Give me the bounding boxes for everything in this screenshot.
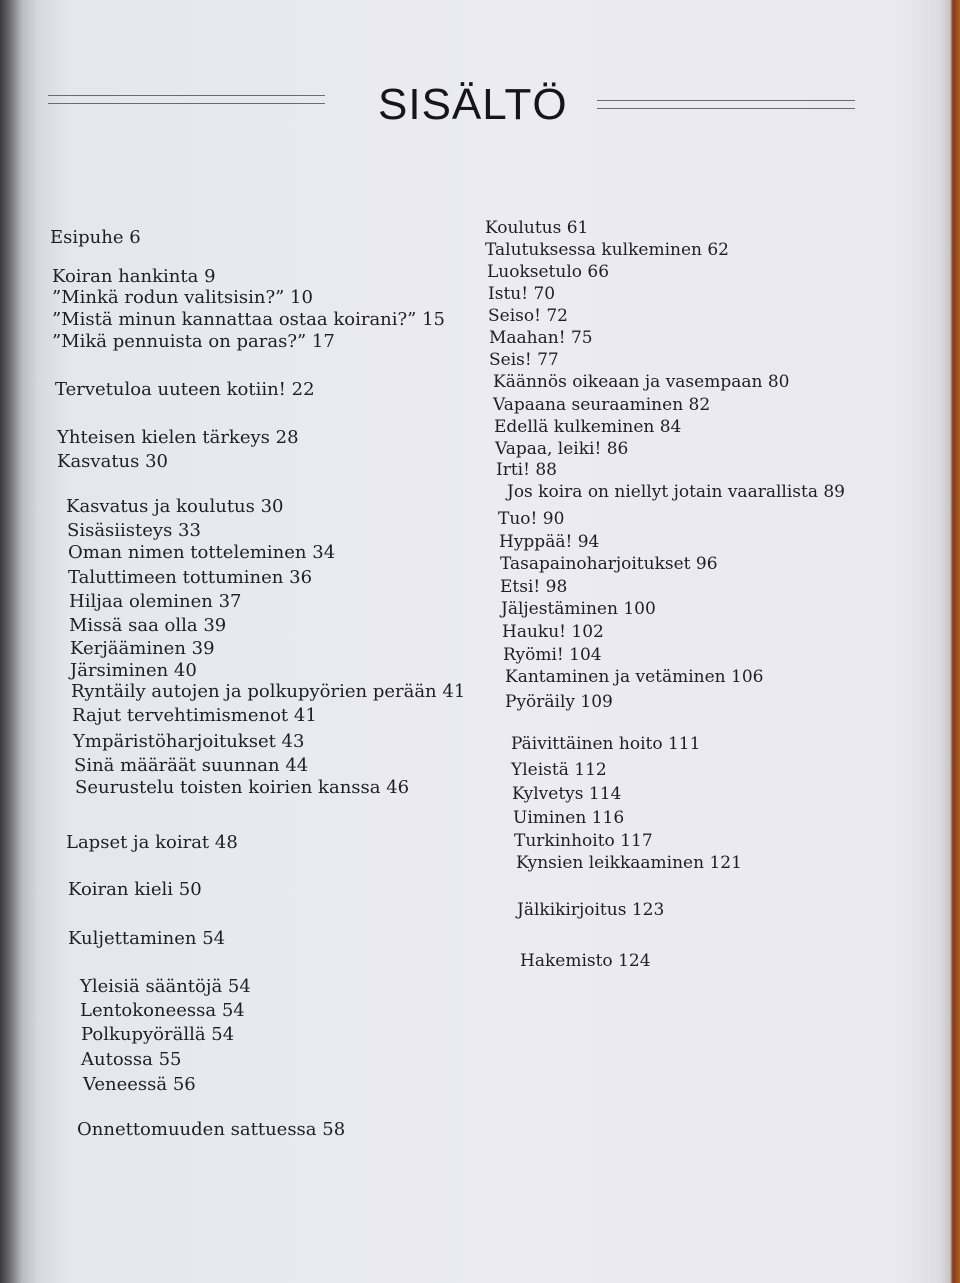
title-rule-right-bottom [597, 108, 855, 109]
title-rule-left-bottom [48, 103, 325, 104]
toc-entry: Ympäristöharjoitukset 43 [73, 731, 305, 752]
toc-entry: Maahan! 75 [489, 328, 593, 348]
title-rule-right-top [597, 100, 855, 101]
toc-entry: Seis! 77 [489, 350, 559, 370]
toc-entry: Järsiminen 40 [70, 660, 197, 681]
toc-entry: Hyppää! 94 [499, 532, 600, 552]
toc-entry: Vapaana seuraaminen 82 [493, 395, 711, 415]
toc-entry: Tervetuloa uuteen kotiin! 22 [55, 379, 315, 400]
toc-entry: Irti! 88 [496, 460, 557, 480]
toc-entry: Sinä määräät suunnan 44 [74, 755, 309, 776]
toc-entry: Kasvatus 30 [57, 451, 169, 472]
toc-entry: Hiljaa oleminen 37 [69, 591, 242, 612]
toc-entry: ”Minkä rodun valitsisin?” 10 [52, 287, 313, 308]
toc-entry: Koiran hankinta 9 [52, 266, 216, 287]
toc-entry: Rajut tervehtimismenot 41 [72, 705, 317, 726]
toc-entry: Pyöräily 109 [505, 692, 613, 712]
toc-entry: Etsi! 98 [500, 577, 568, 597]
toc-entry: Istu! 70 [488, 284, 556, 304]
toc-entry: Kasvatus ja koulutus 30 [66, 496, 284, 517]
toc-entry: Koiran kieli 50 [68, 879, 202, 900]
toc-entry: Tuo! 90 [498, 509, 565, 529]
toc-entry: Talutuksessa kulkeminen 62 [485, 240, 729, 260]
toc-entry: Lentokoneessa 54 [80, 1000, 245, 1021]
toc-entry: Autossa 55 [81, 1049, 182, 1070]
toc-entry: Turkinhoito 117 [514, 831, 653, 851]
toc-entry: Uiminen 116 [513, 808, 625, 828]
toc-entry: Onnettomuuden sattuessa 58 [77, 1119, 346, 1140]
toc-entry: Tasapainoharjoitukset 96 [500, 554, 718, 574]
toc-entry: Sisäsiisteys 33 [67, 520, 201, 541]
toc-entry: Esipuhe 6 [50, 227, 141, 248]
toc-entry: Luoksetulo 66 [487, 262, 610, 282]
toc-entry: Hauku! 102 [502, 622, 604, 642]
page-title: SISÄLTÖ [378, 80, 568, 129]
toc-entry: Yleisiä sääntöjä 54 [80, 976, 251, 997]
toc-entry: Koulutus 61 [485, 218, 589, 238]
toc-entry: Kynsien leikkaaminen 121 [516, 853, 742, 873]
toc-entry: Jäljestäminen 100 [501, 599, 656, 619]
toc-entry: Päivittäinen hoito 111 [511, 734, 701, 754]
title-rule-left-top [48, 95, 325, 96]
toc-entry: Kerjääminen 39 [70, 638, 215, 659]
toc-entry: Yleistä 112 [511, 760, 607, 780]
toc-entry: Jos koira on niellyt jotain vaarallista 89 [507, 482, 845, 502]
toc-entry: Ryömi! 104 [503, 645, 602, 665]
toc-entry: Seiso! 72 [488, 306, 568, 326]
toc-entry: Kylvetys 114 [512, 784, 622, 804]
toc-entry: Ryntäily autojen ja polkupyörien perään 41 [71, 681, 466, 702]
toc-entry: Veneessä 56 [83, 1074, 196, 1095]
toc-entry: Kantaminen ja vetäminen 106 [505, 667, 764, 687]
toc-entry: Taluttimeen tottuminen 36 [68, 567, 313, 588]
toc-entry: Missä saa olla 39 [69, 615, 227, 636]
toc-entry: Jälkikirjoitus 123 [517, 900, 665, 920]
toc-entry: ”Mistä minun kannattaa ostaa koirani?” 15 [52, 309, 446, 330]
toc-entry: Lapset ja koirat 48 [66, 832, 238, 853]
toc-entry: Oman nimen totteleminen 34 [68, 542, 336, 563]
toc-entry: ”Mikä pennuista on paras?” 17 [52, 331, 335, 352]
toc-entry: Vapaa, leiki! 86 [495, 439, 629, 459]
toc-entry: Käännös oikeaan ja vasempaan 80 [493, 372, 790, 392]
toc-entry: Kuljettaminen 54 [68, 928, 226, 949]
toc-entry: Seurustelu toisten koirien kanssa 46 [75, 777, 410, 798]
toc-entry: Hakemisto 124 [520, 951, 651, 971]
toc-entry: Yhteisen kielen tärkeys 28 [57, 427, 299, 448]
toc-entry: Edellä kulkeminen 84 [494, 417, 682, 437]
toc-entry: Polkupyörällä 54 [81, 1024, 235, 1045]
